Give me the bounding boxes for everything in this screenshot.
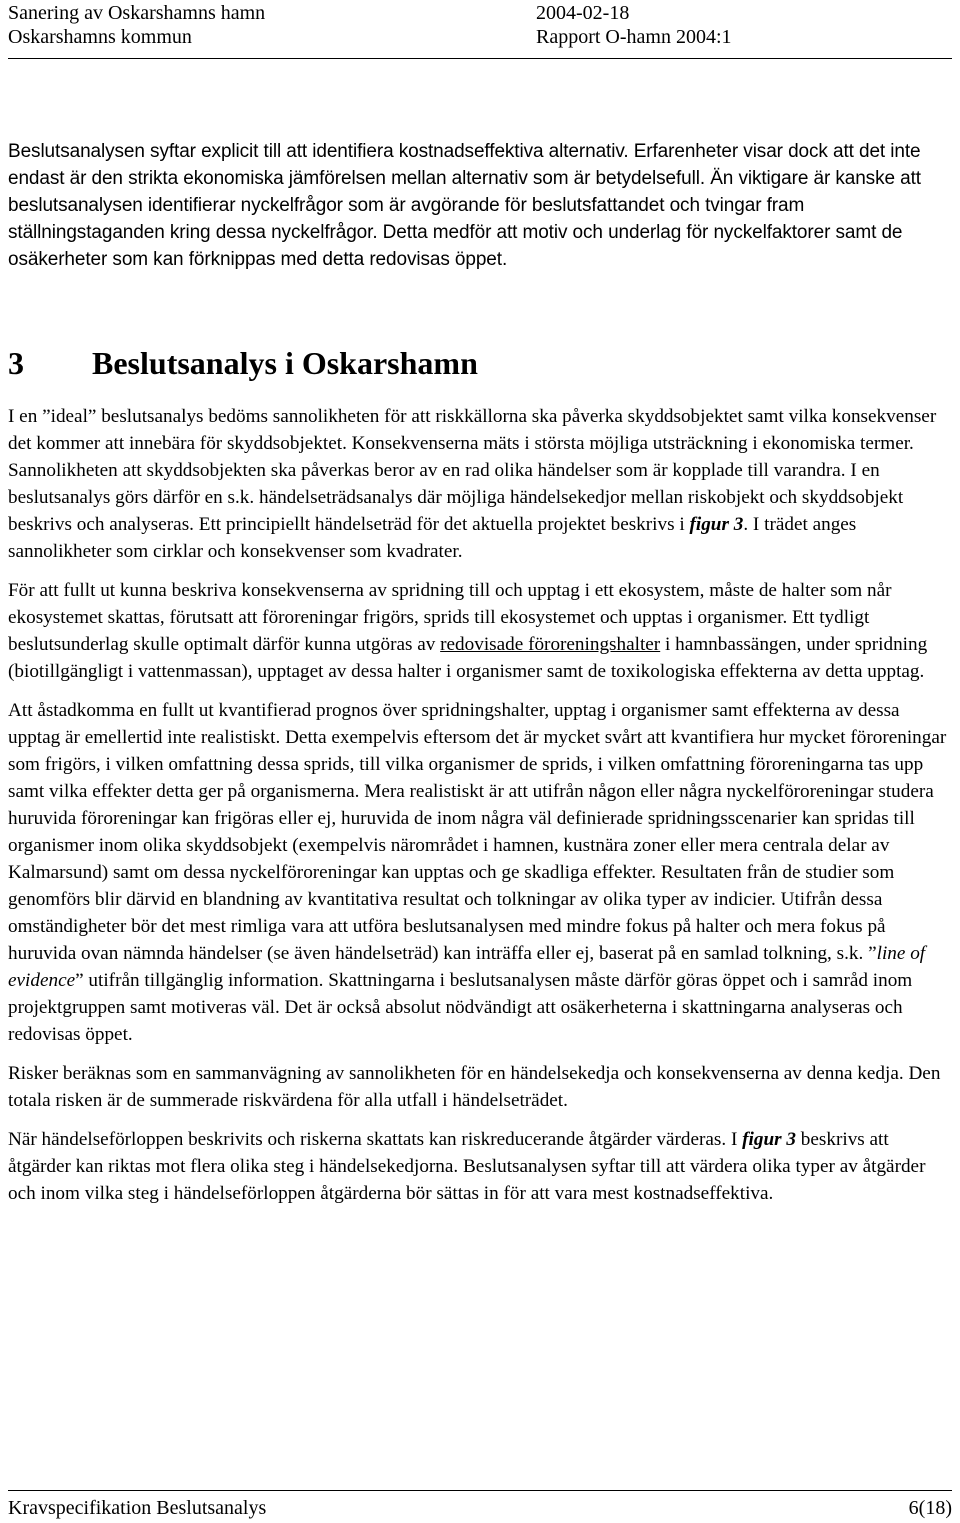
text-span: För att fullt ut kunna beskriva konsekvenserna av spridning till och upptag i ett ekosystem, måste de halter som når ekosystemet skattas, förutsatt att föroreningar frigörs, sprids till ekosystemet och upptas i organismer. Ett tydligt beslutsunderlag skulle optimalt därför kunna utgöras av <box>8 580 892 655</box>
intro-paragraph: Beslutsanalysen syftar explicit till att identifiera kostnadseffektiva alternativ. Erfarenheter visar dock att det inte endast är den strikta ekonomiska jämförelsen mellan alternativ som är betydelsefull. Än viktigare är kanske att beslutsanalysen identifierar nyckelfrågor som är avgörande för beslutsfattandet och tvingar fram ställningstaganden kring dessa nyckelfrågor. Detta medför att motiv och underlag för nyckelfaktorer samt de osäkerheter som kan förknippas med detta redovisas öppet. <box>8 141 921 270</box>
underlined-phrase: redovisade föroreningshalter <box>440 634 661 655</box>
figure-reference: figur 3 <box>689 514 744 535</box>
page-number: 6(18) <box>908 1497 952 1519</box>
page-content <box>8 138 952 1207</box>
header-report: Rapport O-hamn 2004:1 <box>536 26 732 48</box>
text-span: . I trädet anges sannolikheter som cirklar och konsekvenser som kvadrater. <box>8 514 857 562</box>
italic-phrase: line of evidence <box>8 943 926 991</box>
header-title: Sanering av Oskarshamns hamn <box>8 2 266 24</box>
section-heading <box>8 343 952 383</box>
section-title: Beslutsanalys i Oskarshamn <box>92 345 478 381</box>
figure-reference: figur 3 <box>742 1129 796 1150</box>
paragraph-event-tree <box>8 403 952 565</box>
header-date: 2004-02-18 <box>536 2 630 24</box>
text-span: När händelseförloppen beskrivits och riskerna skattats kan riskreducerande åtgärder värderas. I <box>8 1129 743 1150</box>
text-span: beskrivs att åtgärder kan riktas mot flera olika steg i händelsekedjorna. Beslutsanalysen syftar till att värdera olika typer av åtgärder och inom vilka steg i händelseförloppen åtgärderna bör sättas in för att vara mest kostnadseffektiva. <box>8 1129 926 1204</box>
header-org: Oskarshamns kommun <box>8 26 192 48</box>
page-footer <box>8 1490 952 1519</box>
section-number: 3 <box>8 345 24 381</box>
paragraph-realism <box>8 697 952 1048</box>
footer-document-name: Kravspecifikation Beslutsanalys <box>8 1497 267 1519</box>
page-header <box>8 0 952 59</box>
text-span: ” utifrån tillgänglig information. Skattningarna i beslutsanalysen måste därför göras öppet och i samråd inom projektgruppen samt motiveras väl. Det är också absolut nödvändigt att osäkerheterna i skattningarna analyseras och redovisas öppet. <box>8 970 913 1045</box>
text-span: i hamnbassängen, under spridning (biotillgängligt i vattenmassan), upptaget av dessa halter i organismer samt de toxikologiska effekterna av detta upptag. <box>8 634 928 682</box>
text-span: I en ”ideal” beslutsanalys bedöms sannolikheten för att riskkällorna ska påverka skyddsobjektet samt vilka konsekvenser det kommer att innebära för skyddsobjektet. Konsekvenserna mäts i största möjliga utsträckning i ekonomiska termer. Sannolikheten att skyddsobjekten ska påverkas beror av en rad olika händelser som är kopplade till varandra. I en beslutsanalys görs därför en s.k. händelseträdsanalys där möjliga händelsekedjor mellan riskobjekt och skyddsobjekt beskrivs och analyseras. Ett principiellt händelseträd för det aktuella projektet beskrivs i <box>8 406 937 535</box>
paragraph-risk: Risker beräknas som en sammanvägning av sannolikheten för en händelsekedja och konsekvenserna av denna kedja. Den totala risken är de summerade riskvärdena för alla utfall i händelseträdet. <box>8 1063 941 1111</box>
paragraph-measures <box>8 1126 952 1207</box>
text-span: Att åstadkomma en fullt ut kvantifierad prognos över spridningshalter, upptag i organismer samt effekterna av dessa upptag är emellertid inte realistiskt. Detta exempelvis eftersom det är mycket svårt att kvantifiera hur mycket föroreningar som frigörs, i vilken omfattning dessa sprids, till vilka organismer de sprids, i vilken omfattning föroreningarna tas upp samt vilka effekter detta ger på organismerna. Mera realistiskt är att utifrån någon eller några nyckelföroreningar studera huruvida föroreningar kan frigöras eller ej, huruvida de inom några väl definierade spridningsscenarier kan spridas till organismer inom olika skyddsobjekt (exempelvis närområdet i hamnen, kustnära zoner eller mera centrala delar av Kalmarsund) samt om dessa nyckelföroreningar kan upptas och ge skadliga effekter. Resultaten från de studier som genomförs blir därvid en blandning av kvantitativa resultat och tolkningar av olika typer av indicier. Utifrån dessa omständigheter bör det mest rimliga vara att utföra beslutsanalysen med mindre fokus på halter och mera fokus på huruvida ovan nämnda händelser (se även händelseträd) kan inträffa eller ej, baserat på en samlad tolkning, s.k. ” <box>8 700 947 964</box>
paragraph-consequences <box>8 577 952 685</box>
